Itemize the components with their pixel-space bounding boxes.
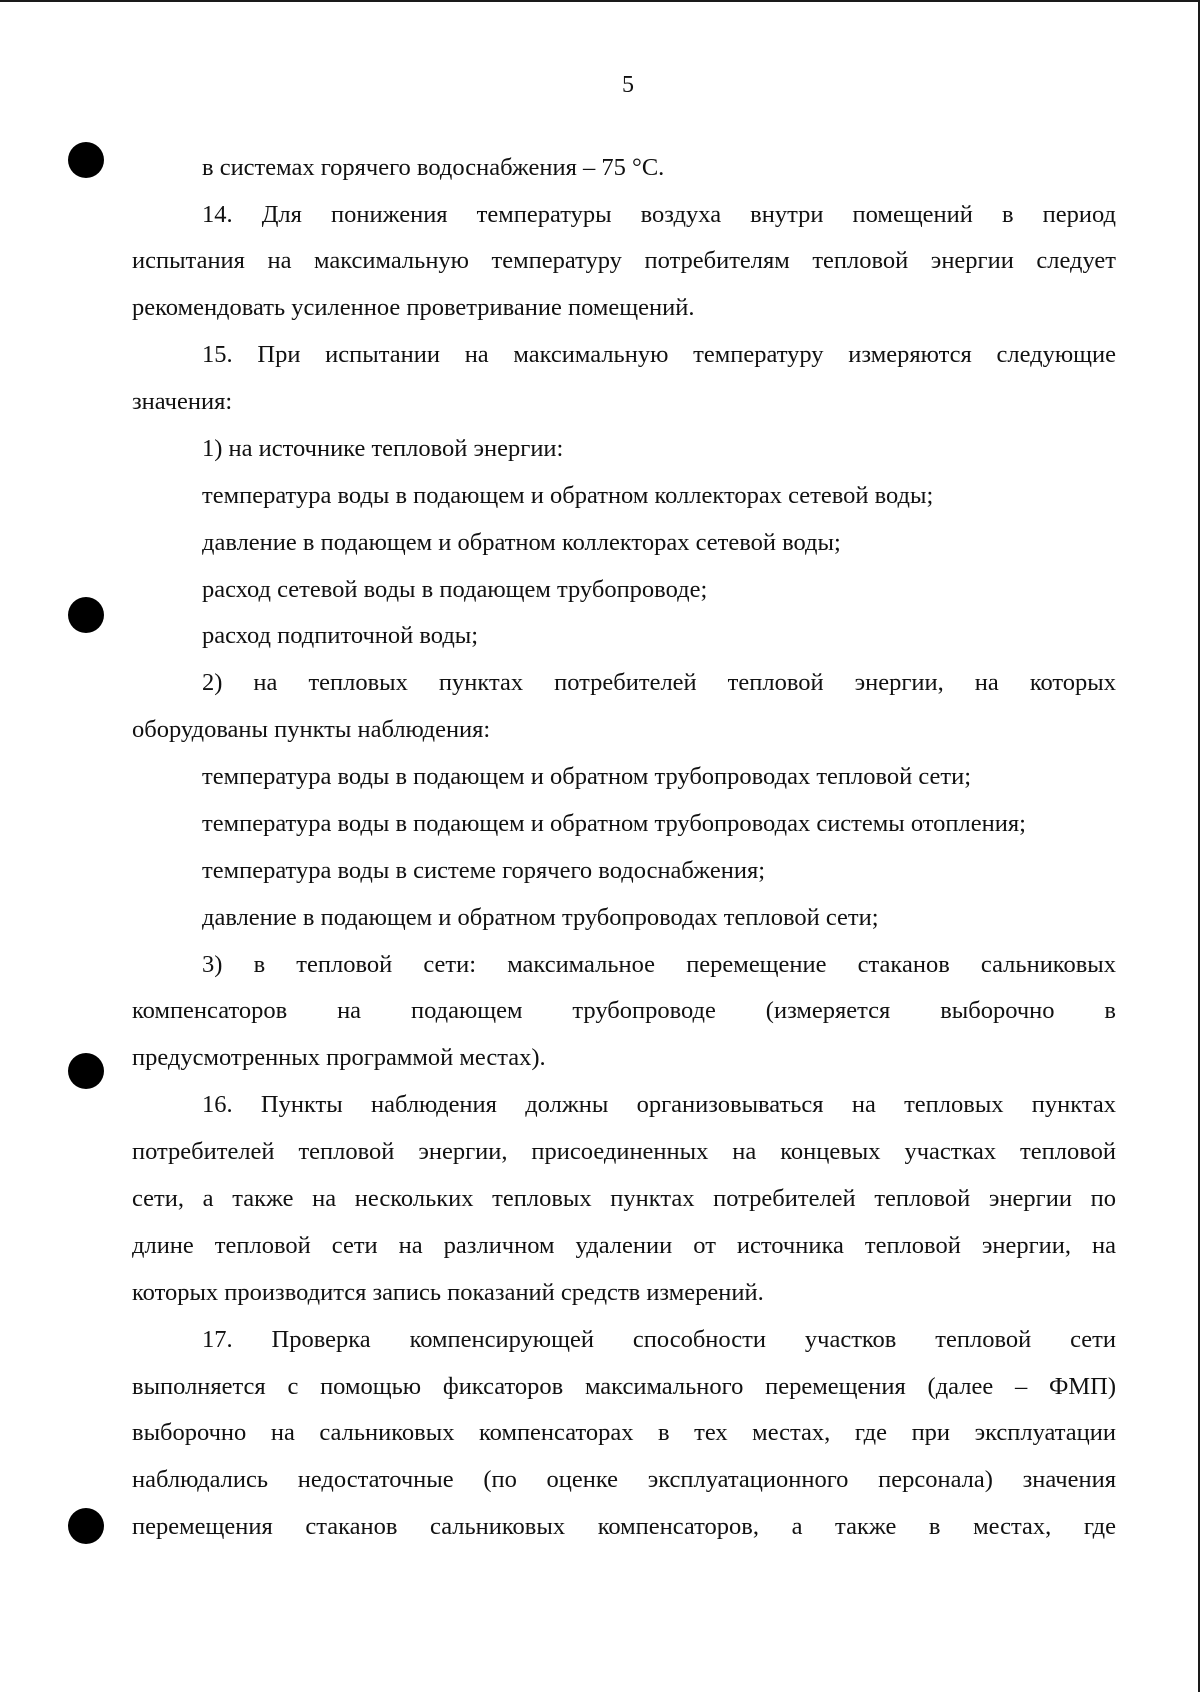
list-subitem: расход сетевой воды в подающем трубопроводе; [202,576,708,603]
punch-hole [68,1053,104,1089]
text-line: выборочно на сальниковых компенсаторах в тех местах, где при эксплуатации [132,1419,1116,1446]
list-subitem: давление в подающем и обратном трубопроводах тепловой сети; [202,904,879,931]
text-line: значения: [132,388,233,415]
list-subitem: температура воды в подающем и обратном трубопроводах системы отопления; [202,810,1026,837]
text-line: наблюдались недостаточные (по оценке эксплуатационного персонала) значения [132,1466,1116,1493]
paragraph-16-start: 16. Пункты наблюдения должны организовываться на тепловых пунктах [202,1091,1116,1118]
list-item-3: 3) в тепловой сети: максимальное перемещение стаканов сальниковых [202,951,1116,978]
list-item-1: 1) на источнике тепловой энергии: [202,435,564,462]
text-line: выполняется с помощью фиксаторов максимального перемещения (далее – ФМП) [132,1373,1116,1400]
list-item-2: 2) на тепловых пунктах потребителей тепловой энергии, на которых [202,669,1116,696]
text-line: оборудованы пункты наблюдения: [132,716,491,743]
text-line: сети, а также на нескольких тепловых пунктах потребителей тепловой энергии по [132,1185,1116,1212]
paragraph-17-start: 17. Проверка компенсирующей способности участков тепловой сети [202,1326,1116,1353]
page-number: 5 [622,72,634,98]
list-subitem: расход подпиточной воды; [202,622,479,649]
text-line: перемещения стаканов сальниковых компенсаторов, а также в местах, где [132,1513,1116,1540]
punch-hole [68,597,104,633]
text-line: которых производится запись показаний средств измерений. [132,1279,764,1306]
text-line: испытания на максимальную температуру потребителям тепловой энергии следует [132,247,1116,274]
paragraph-14-start: 14. Для понижения температуры воздуха внутри помещений в период [202,201,1116,228]
scan-edge-top [0,0,1200,2]
punch-hole [68,1508,104,1544]
punch-hole [68,142,104,178]
list-subitem: давление в подающем и обратном коллекторах сетевой воды; [202,529,841,556]
text-line: длине тепловой сети на различном удалении от источника тепловой энергии, на [132,1232,1116,1259]
paragraph-15-start: 15. При испытании на максимальную температуру измеряются следующие [202,341,1116,368]
text-line: предусмотренных программой местах). [132,1044,546,1071]
list-subitem: температура воды в системе горячего водоснабжения; [202,857,766,884]
list-subitem: температура воды в подающем и обратном трубопроводах тепловой сети; [202,763,972,790]
list-subitem: температура воды в подающем и обратном коллекторах сетевой воды; [202,482,934,509]
text-line: рекомендовать усиленное проветривание помещений. [132,294,695,321]
text-line: компенсаторов на подающем трубопроводе (измеряется выборочно в [132,997,1116,1024]
text-line: потребителей тепловой энергии, присоединенных на концевых участках тепловой [132,1138,1116,1165]
text-line: в системах горячего водоснабжения – 75 °С. [202,154,665,181]
